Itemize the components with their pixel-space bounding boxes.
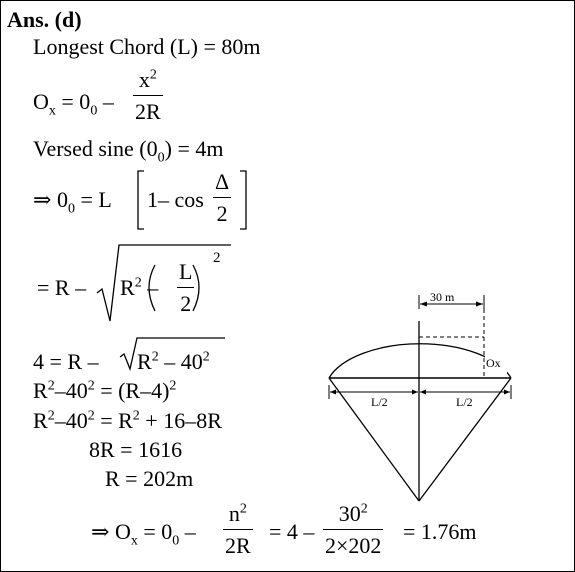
label-30m: 30 m (430, 290, 455, 304)
label-l2-left: L/2 (371, 395, 388, 409)
answer-heading: Ans. (d) (7, 7, 82, 32)
chord-diagram (319, 285, 524, 507)
eq4-sup1: 2 (151, 349, 159, 365)
final-den1: 2R (225, 533, 251, 558)
dim-arrow-left (420, 302, 427, 307)
eq6-b: –40 (54, 408, 88, 433)
ox-mid: = 0 (55, 89, 91, 114)
eq5-b: –40 (54, 378, 88, 403)
implies-arrow: ⇒ (33, 187, 52, 212)
eq4-lhs: 4 = R – (33, 349, 99, 374)
versed-text: Versed sine (0 (33, 136, 158, 161)
final-fraction-2 (323, 501, 383, 559)
final-bar2 (323, 529, 383, 530)
eq6-a: R (33, 408, 48, 433)
final-lhs (91, 519, 196, 549)
eq6-s3: 2 (132, 408, 140, 424)
ox-fraction (133, 67, 163, 125)
delta-num: Δ (215, 169, 230, 194)
label-l2-right: L/2 (456, 395, 473, 409)
cos-frac-bar (213, 197, 231, 198)
eq5-c: = (R–4) (94, 378, 170, 403)
final-bar1 (223, 529, 253, 530)
ox-lhs-sub: x (48, 103, 56, 119)
final-o-sub: x (130, 533, 138, 549)
eq5 (33, 380, 176, 402)
eq6 (33, 410, 222, 432)
eq6-s2: 2 (87, 408, 95, 424)
final-o: O (109, 519, 131, 544)
root-outer-sup: 2 (213, 250, 221, 266)
cos-lhs: 0 (51, 187, 68, 212)
root-minus: – (141, 275, 159, 300)
eq6-c: = R (94, 408, 133, 433)
root-frac-den: 2 (180, 291, 192, 316)
ox-mid-sub: 0 (90, 103, 98, 119)
ox-frac-num: x (138, 67, 150, 92)
cos-equation (33, 187, 112, 217)
l2-arrow-1 (330, 390, 336, 395)
l2-arrow-3 (420, 390, 426, 395)
eq7: 8R = 1616 (89, 437, 183, 462)
final-eq-sub: 0 (172, 533, 180, 549)
final-sup1: 2 (239, 501, 247, 517)
ox-lhs: O (33, 89, 49, 114)
final-minus: – (179, 519, 196, 544)
eq4-root-inner (137, 351, 210, 373)
root-fraction (177, 259, 194, 317)
final-fraction-1 (223, 501, 253, 559)
eq6-s1: 2 (47, 408, 55, 424)
root-inner (120, 277, 158, 299)
ox-frac-bar (133, 95, 163, 96)
cos-mid: = L (74, 187, 112, 212)
root-r: R (120, 275, 135, 300)
final-eq: = 0 (137, 519, 173, 544)
eq5-a: R (33, 378, 48, 403)
root-frac-bar (177, 287, 194, 288)
eq4-r: R (137, 349, 152, 374)
final-result: = 1.76m (403, 519, 477, 544)
dim-arrow-right (476, 302, 483, 307)
eq5-s1: 2 (47, 378, 55, 394)
ox-frac-den: 2R (135, 99, 161, 124)
l2-arrow-4 (504, 390, 510, 395)
final-den2: 2×202 (325, 533, 382, 558)
cos-fraction (213, 169, 231, 227)
eq8: R = 202m (105, 466, 194, 491)
versed-sine-line (33, 136, 224, 166)
eq5-s2: 2 (87, 378, 95, 394)
longest-chord-line: Longest Chord (L) = 80m (33, 34, 261, 59)
versed-tail: ) = 4m (164, 136, 224, 161)
final-num1: n (228, 501, 240, 526)
final-mid: = 4 – (269, 519, 315, 544)
ox-equation (33, 89, 114, 119)
root-lhs: = R – (37, 275, 87, 300)
ox-minus: – (97, 89, 114, 114)
cos-lhs-sub: 0 (67, 201, 75, 217)
final-num2: 30 (338, 501, 361, 526)
ox-frac-sup: 2 (149, 67, 157, 83)
eq4-sup2: 2 (202, 349, 210, 365)
root-frac-num: L (179, 259, 193, 284)
eq4-tail: – 40 (158, 349, 203, 374)
cos-inner: 1– cos (147, 187, 204, 212)
delta-den: 2 (216, 201, 228, 226)
l2-arrow-2 (412, 390, 418, 395)
label-ox: Ox (486, 356, 501, 370)
versed-sub: 0 (157, 150, 165, 166)
eq6-d: + 16–8R (139, 408, 222, 433)
eq5-s3: 2 (169, 378, 177, 394)
root-r-sup: 2 (134, 275, 142, 291)
final-sup2: 2 (360, 501, 368, 517)
final-arrow: ⇒ (91, 519, 110, 544)
